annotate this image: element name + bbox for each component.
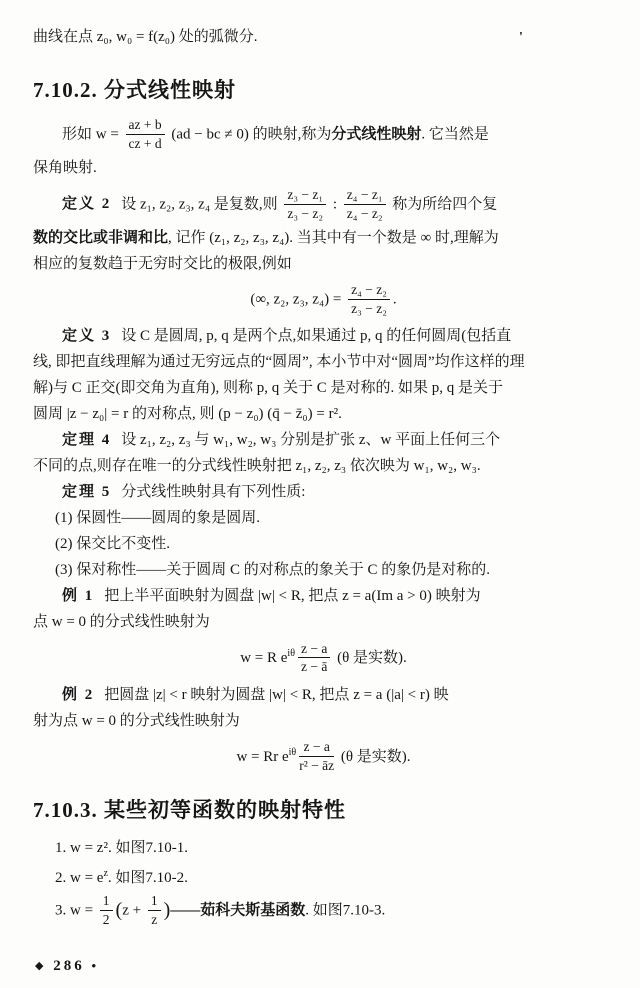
- page-number: 286: [53, 958, 85, 974]
- one-over-z-fraction: [148, 893, 161, 927]
- item3-dash: ——: [170, 902, 201, 919]
- section-7-10-2-heading: 7.10.2. 分式线性映射: [33, 78, 236, 102]
- definition-3-label: 定义 3: [62, 328, 112, 345]
- fraction-denominator: cz + d: [128, 135, 162, 151]
- ex2-text-1: 把圆盘 |z| < r 映射为圆盘 |w| < R, 把点 z = a (|a| < r) 映: [104, 686, 449, 703]
- fraction-denominator: z₃ − z₂: [351, 300, 387, 316]
- example-2-fraction: [299, 739, 334, 773]
- example-1-line2: 点 w = 0 的分式线性映射为: [33, 614, 210, 631]
- mobius-definition-line: [33, 115, 614, 155]
- definition-2-label: 定义 2: [62, 196, 112, 213]
- fraction-denominator: z₄ − z₂: [346, 205, 383, 221]
- scan-stray-mark: ': [519, 30, 523, 45]
- example-2-label: 例 2: [62, 686, 95, 703]
- item2-post: . 如图7.10-2.: [107, 870, 188, 887]
- one-half-fraction: [100, 893, 113, 927]
- cross-ratio-fraction-1: [284, 187, 326, 221]
- property-1: (1) 保圆性——圆周的象是圆周.: [55, 510, 260, 527]
- item3-mid: z +: [122, 902, 145, 919]
- map-item-2: [33, 861, 614, 891]
- mobius-tail: . 它当然是: [421, 126, 489, 143]
- map-item-3: [33, 891, 614, 931]
- formula-lhs: (∞, z₂, z₃, z₄) =: [250, 291, 346, 308]
- fraction-numerator: az + b: [126, 117, 165, 135]
- fraction-denominator: z: [151, 911, 158, 927]
- item3-post: . 如图7.10-3.: [305, 902, 386, 919]
- mobius-condition: (ad − bc ≠ 0) 的映射,称为: [167, 126, 332, 143]
- formula-pre: w = R e: [240, 650, 288, 667]
- thm5-text: 分式线性映射具有下列性质:: [121, 484, 306, 501]
- fraction-numerator: z₄ − z₁: [344, 187, 386, 205]
- formula-note: (θ 是实数).: [337, 748, 411, 765]
- formula-end: .: [392, 291, 397, 308]
- mobius-term: 分式线性映射: [331, 126, 422, 143]
- exponent: z: [103, 868, 108, 880]
- def2-text-a: 设 z₁, z₂, z₃, z₄ 是复数,则: [121, 196, 282, 213]
- mobius-line2: 保角映射.: [33, 160, 97, 177]
- open-paren: (: [115, 899, 123, 922]
- exponent: iθ: [287, 648, 295, 660]
- definition-3-line1: [33, 323, 614, 349]
- example-1-label: 例 1: [62, 588, 95, 605]
- theorem-5-line: [33, 479, 614, 505]
- definition-3-line4: 圆周 |z − z₀| = r 的对称点, 则 (p − z₀) (q̄ − z̄₀) = r².: [33, 406, 342, 423]
- property-3: (3) 保对称性——关于圆周 C 的对称点的象关于 C 的象仍是对称的.: [55, 562, 491, 579]
- ex1-text-1: 把上半平面映射为圆盘 |w| < R, 把点 z = a(Im a > 0) 映射为: [104, 588, 481, 605]
- joukowski-term: 茹科夫斯基函数: [200, 902, 306, 919]
- thm4-text-1: 设 z₁, z₂, z₃ 与 w₁, w₂, w₃ 分别是扩张 z、w 平面上任何三个: [121, 432, 501, 449]
- definition-3-line2: 线, 即把直线理解为通过无穷远点的“圆周”, 本小节中对“圆周”均作这样的理: [33, 354, 525, 371]
- exponent: iθ: [288, 746, 297, 758]
- intro-line: 曲线在点 z₀, w₀ = f(z₀) 处的弧微分.: [33, 29, 258, 45]
- infinity-fraction: [348, 282, 390, 316]
- example-2-line1: [33, 682, 614, 708]
- fraction-numerator: z − a: [298, 641, 330, 659]
- page-footer: [35, 958, 99, 975]
- theorem-4-line1: [33, 427, 614, 453]
- example-2-line2: 射为点 w = 0 的分式线性映射为: [33, 712, 240, 729]
- fraction-numerator: z₃ − z₁: [284, 187, 326, 205]
- def2-line2-rest: , 记作 (z₁, z₂, z₃, z₄). 当其中有一个数是 ∞ 时,理解为: [168, 230, 499, 247]
- example-1-fraction: [298, 641, 330, 675]
- fraction-numerator: z₄ − z₂: [348, 282, 390, 300]
- theorem-5-label: 定理 5: [62, 484, 112, 501]
- cross-ratio-term: 数的交比或非调和比: [33, 230, 169, 247]
- item3-pre: 3. w =: [55, 902, 97, 919]
- property-2: (2) 保交比不变性.: [55, 536, 170, 553]
- cross-ratio-fraction-2: [344, 187, 386, 221]
- mobius-fraction: [126, 117, 165, 151]
- example-1-line1: [33, 583, 614, 609]
- fraction-denominator: 2: [102, 911, 110, 927]
- example-1-formula: [33, 638, 614, 679]
- item2-pre: 2. w = e: [55, 870, 104, 887]
- fraction-numerator: 1: [100, 893, 113, 911]
- footer-right-mark: •: [91, 958, 100, 973]
- infinity-cross-ratio-formula: [33, 280, 614, 320]
- def3-text-1: 设 C 是圆周, p, q 是两个点,如果通过 p, q 的任何圆周(包括直: [121, 328, 512, 345]
- def2-text-b: 称为所给四个复: [388, 196, 498, 213]
- definition-2-line1: [33, 185, 614, 225]
- section-7-10-3-heading: 7.10.3. 某些初等函数的映射特性: [33, 798, 346, 823]
- map-item-1: 1. w = z². 如图7.10-1.: [55, 840, 188, 857]
- mobius-pre: 形如 w =: [62, 126, 123, 143]
- fraction-numerator: z − a: [299, 739, 334, 757]
- close-paren: ): [163, 899, 171, 922]
- fraction-denominator: z₃ − z₂: [287, 205, 324, 221]
- footer-left-mark: ◆: [35, 960, 47, 972]
- example-2-formula: [33, 737, 614, 778]
- fraction-denominator: r² − āz: [299, 757, 335, 773]
- formula-pre: w = Rr e: [236, 748, 289, 765]
- theorem-4-line2: 不同的点,则存在唯一的分式线性映射把 z₁, z₂, z₃ 依次映为 w₁, w₂, w₃.: [33, 458, 481, 475]
- fraction-denominator: z − ā: [301, 659, 328, 675]
- definition-3-line3: 解)与 C 正交(即交角为直角), 则称 p, q 关于 C 是对称的. 如果 p, q 是关于: [33, 380, 503, 397]
- fraction-numerator: 1: [148, 893, 161, 911]
- formula-note: (θ 是实数).: [333, 650, 407, 667]
- definition-2-line3: 相应的复数趋于无穷时交比的极限,例如: [33, 256, 292, 273]
- theorem-4-label: 定理 4: [62, 432, 112, 449]
- definition-2-line2: [33, 225, 614, 251]
- cross-ratio-separator: :: [329, 196, 341, 213]
